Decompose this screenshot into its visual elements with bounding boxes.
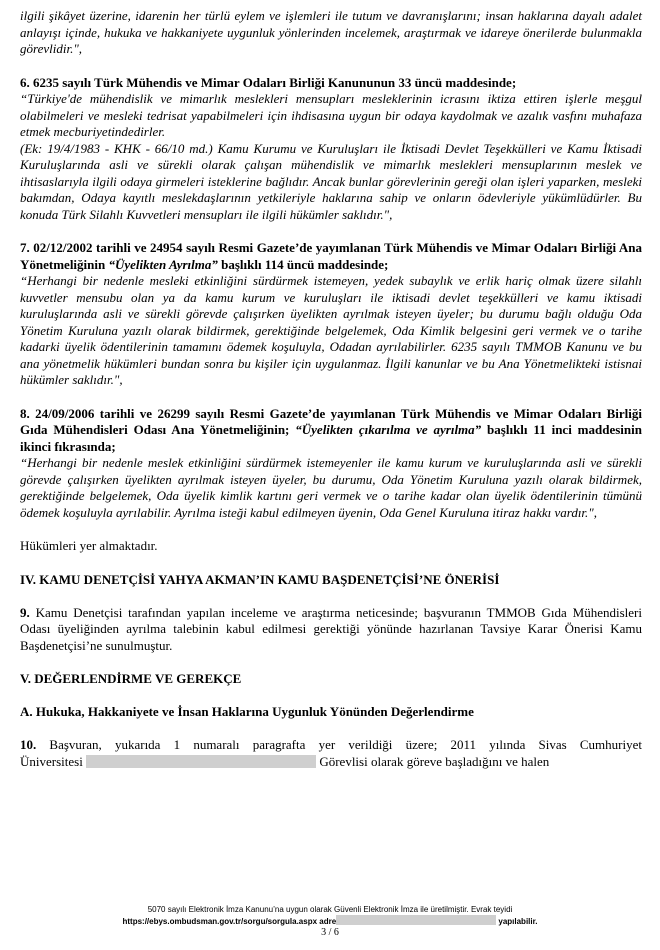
item-6-quote-2: (Ek: 19/4/1983 - KHK - 66/10 md.) Kamu Kurumu ve Kuruluşları ile İktisadi Devlet Teşekkülleri ve Kamu İktisadi Kuruluşlarında asli ve sürekli olarak çalışan mühendislik ve mimarlık meslekleri mensuplarının meslek ve ihtisaslarıyla ilgili odaya girmeleri isteklerine bağlıdır. Ancak bunlar görevlerinin gereği olan işleri yaparken, mesleki bakımdan, Odaya kayıtlı meslekdaşlarının yetkileriyle haklarına sahip ve onların ödevleriyle yükümlüdürler. Bu konuda Türk Silahlı Kuvvetleri mensupları ile ilgili hükümler saklıdır.", [20, 140, 642, 222]
item-7-heading [20, 240, 642, 273]
paragraph-9-text: Kamu Denetçisi tarafından yapılan inceleme ve araştırma neticesinde; başvuranın TMMOB Gıda Mühendisleri Odası üyeliğinden ayrılma talebinin kabul edilmesi gerektiği yönünde hazırlanan Tavsiye Karar Önerisi Kamu Başdenetçisi’ne sunulmuştur. [20, 604, 642, 653]
paragraph-10-line-2-end: Görevlisi olarak göreve başladığını ve halen [319, 753, 550, 769]
paragraph-10-line-2-start: Üniversitesi [20, 753, 83, 769]
item-7-quote: “Herhangi bir nedenle mesleki etkinliğini sürdürmek istemeyen, yedek subaylık ve erlik hariç olmak üzere silahlı kuvvetler mensubu olan ya da kamu kurum ve kuruluşları ile iktisadi devlet teşekkülleri ve kamu iktisadi kuruluşlarında asli ve sürekli görevde çalışırken üyelikten ayrılmak isteyen üyeler; bu durumu bağlı olduğu Oda Yönetim Kuruluna yazılı olarak bildirmek, gerektiğinde belgelemek, Oda Kimlik belgesini geri vermek ve o tarihe kadarki üyelik ödentilerinin tamamını ödemek koşuluyla, Odadan ayrılabilirler. 6235 sayılı TMMOB Kanunu ve bu ana yönetmelik hükümleri bundan sonra bu kişiler için uygulanmaz. İlgili kanunlar ve bu Ana Yönetmelikteki istisnai hükümler saklıdır.", [20, 273, 642, 387]
item-6-quote-1: “Türkiye'de mühendislik ve mimarlık meslekleri mensupları mesleklerinin icrasını iktiza ettiren işlerle meşgul olabilmeleri ve mesleki tedrisat yapabilmeleri için ihdisasına uygun bir odaya kaydolmak ve azalık vasfını muhafaza etmek mecburiyetindedirler. [20, 91, 642, 139]
paragraph-10-number: 10. [20, 737, 37, 752]
section-4-title: IV. KAMU DENETÇİSİ YAHYA AKMAN’IN KAMU BAŞDENETÇİSİ’NE ÖNERİSİ [20, 571, 500, 587]
paragraph-9 [20, 605, 642, 655]
item-6-heading: 6. 6235 sayılı Türk Mühendis ve Mimar Odaları Birliği Kanununun 33 üncü maddesinde; [20, 74, 517, 90]
section-5-title: V. DEĞERLENDİRME VE GEREKÇE [20, 671, 242, 686]
item-8-heading-tail: başlıklı 11 inci maddesinin ikinci fıkrasında; [20, 422, 642, 454]
redacted-code [336, 915, 496, 925]
section-5a-subtitle: A. Hukuka, Hakkaniyete ve İnsan Haklarına Uygunluk Yönünden Değerlendirme [20, 704, 474, 719]
item-7-heading-text: 7. 02/12/2002 tarihli ve 24954 sayılı Resmi Gazete’de yayımlanan Türk Mühendis ve Mimar Odaları Birliği Ana Yönetmeliğinin [20, 240, 642, 272]
item-8-quote: “Herhangi bir nedenle meslek etkinliğini sürdürmek istemeyenler ile kamu kurum ve kuruluşlarında asli ve sürekli görevde çalışırken üyelikten ayrılmak isteyen üyeler, bu durumu, Oda Yönetim Kuruluna yazılı olarak bildirmek, gerektiğinde belgelemek, Oda üyelik kimlik kartını geri vermek ve o tarihe kadar olan üyelik ödentilerinin tümünü ödemek koşuluyla ayrılabilir. Ayrılma isteği kabul edilmeyen üyenin, Oda Genel Kuruluna itiraz hakkı vardır.", [20, 455, 642, 520]
item-8-heading [20, 406, 642, 456]
footer-verification-tail: yapılabilir. [496, 917, 538, 926]
footer-signature-note: 5070 sayılı Elektronik İmza Kanunu’na uygun olarak Güvenli Elektronik İmza ile üretilmiştir. Evrak teyidi [147, 905, 513, 914]
document-page [20, 8, 642, 770]
page-number: 3 / 6 [321, 927, 339, 938]
redacted-block [86, 755, 316, 768]
footer-verification [0, 915, 660, 927]
intro-paragraph: ilgili şikâyet üzerine, idarenin her türlü eylem ve işlemleri ile tutum ve davranışlarını; insan haklarına dayalı adalet anlayışı içinde, hukuka ve hakkaniyete uygunluk yönlerinden incelemek, araştırmak ve idareye önerilerde bulunmakla görevlidir.", [20, 8, 642, 56]
item-7-heading-tail: başlıklı 114 üncü maddesinde; [217, 256, 389, 272]
paragraph-9-number: 9. [20, 604, 30, 620]
paragraph-10-text: Başvuran, yukarıda 1 numaralı paragrafta yer verildiği üzere; 2011 yılında Sivas Cumhuriyet [36, 737, 642, 752]
item-8 [20, 406, 642, 522]
verification-url[interactable]: https://ebys.ombudsman.gov.tr/sorgu/sorgula.aspx [122, 917, 318, 926]
closing-sentence: Hükümleri yer almaktadır. [20, 538, 158, 553]
paragraph-10-line-2 [20, 754, 642, 771]
item-8-heading-text: 8. 24/09/2006 tarihli ve 26299 sayılı Resmi Gazete’de yayımlanan Türk Mühendis ve Mimar Odaları Birliği Gıda Mühendisleri Odası Ana Yönetmeliğinin; [20, 405, 642, 437]
item-8-heading-quote: “Üyelikten çıkarılma ve ayrılma” [295, 422, 482, 437]
paragraph-10 [20, 737, 642, 754]
item-6 [20, 75, 642, 224]
item-7 [20, 240, 642, 389]
item-7-heading-quote: “Üyelikten Ayrılma” [108, 256, 218, 272]
footer-verification-address: adre [317, 917, 337, 926]
